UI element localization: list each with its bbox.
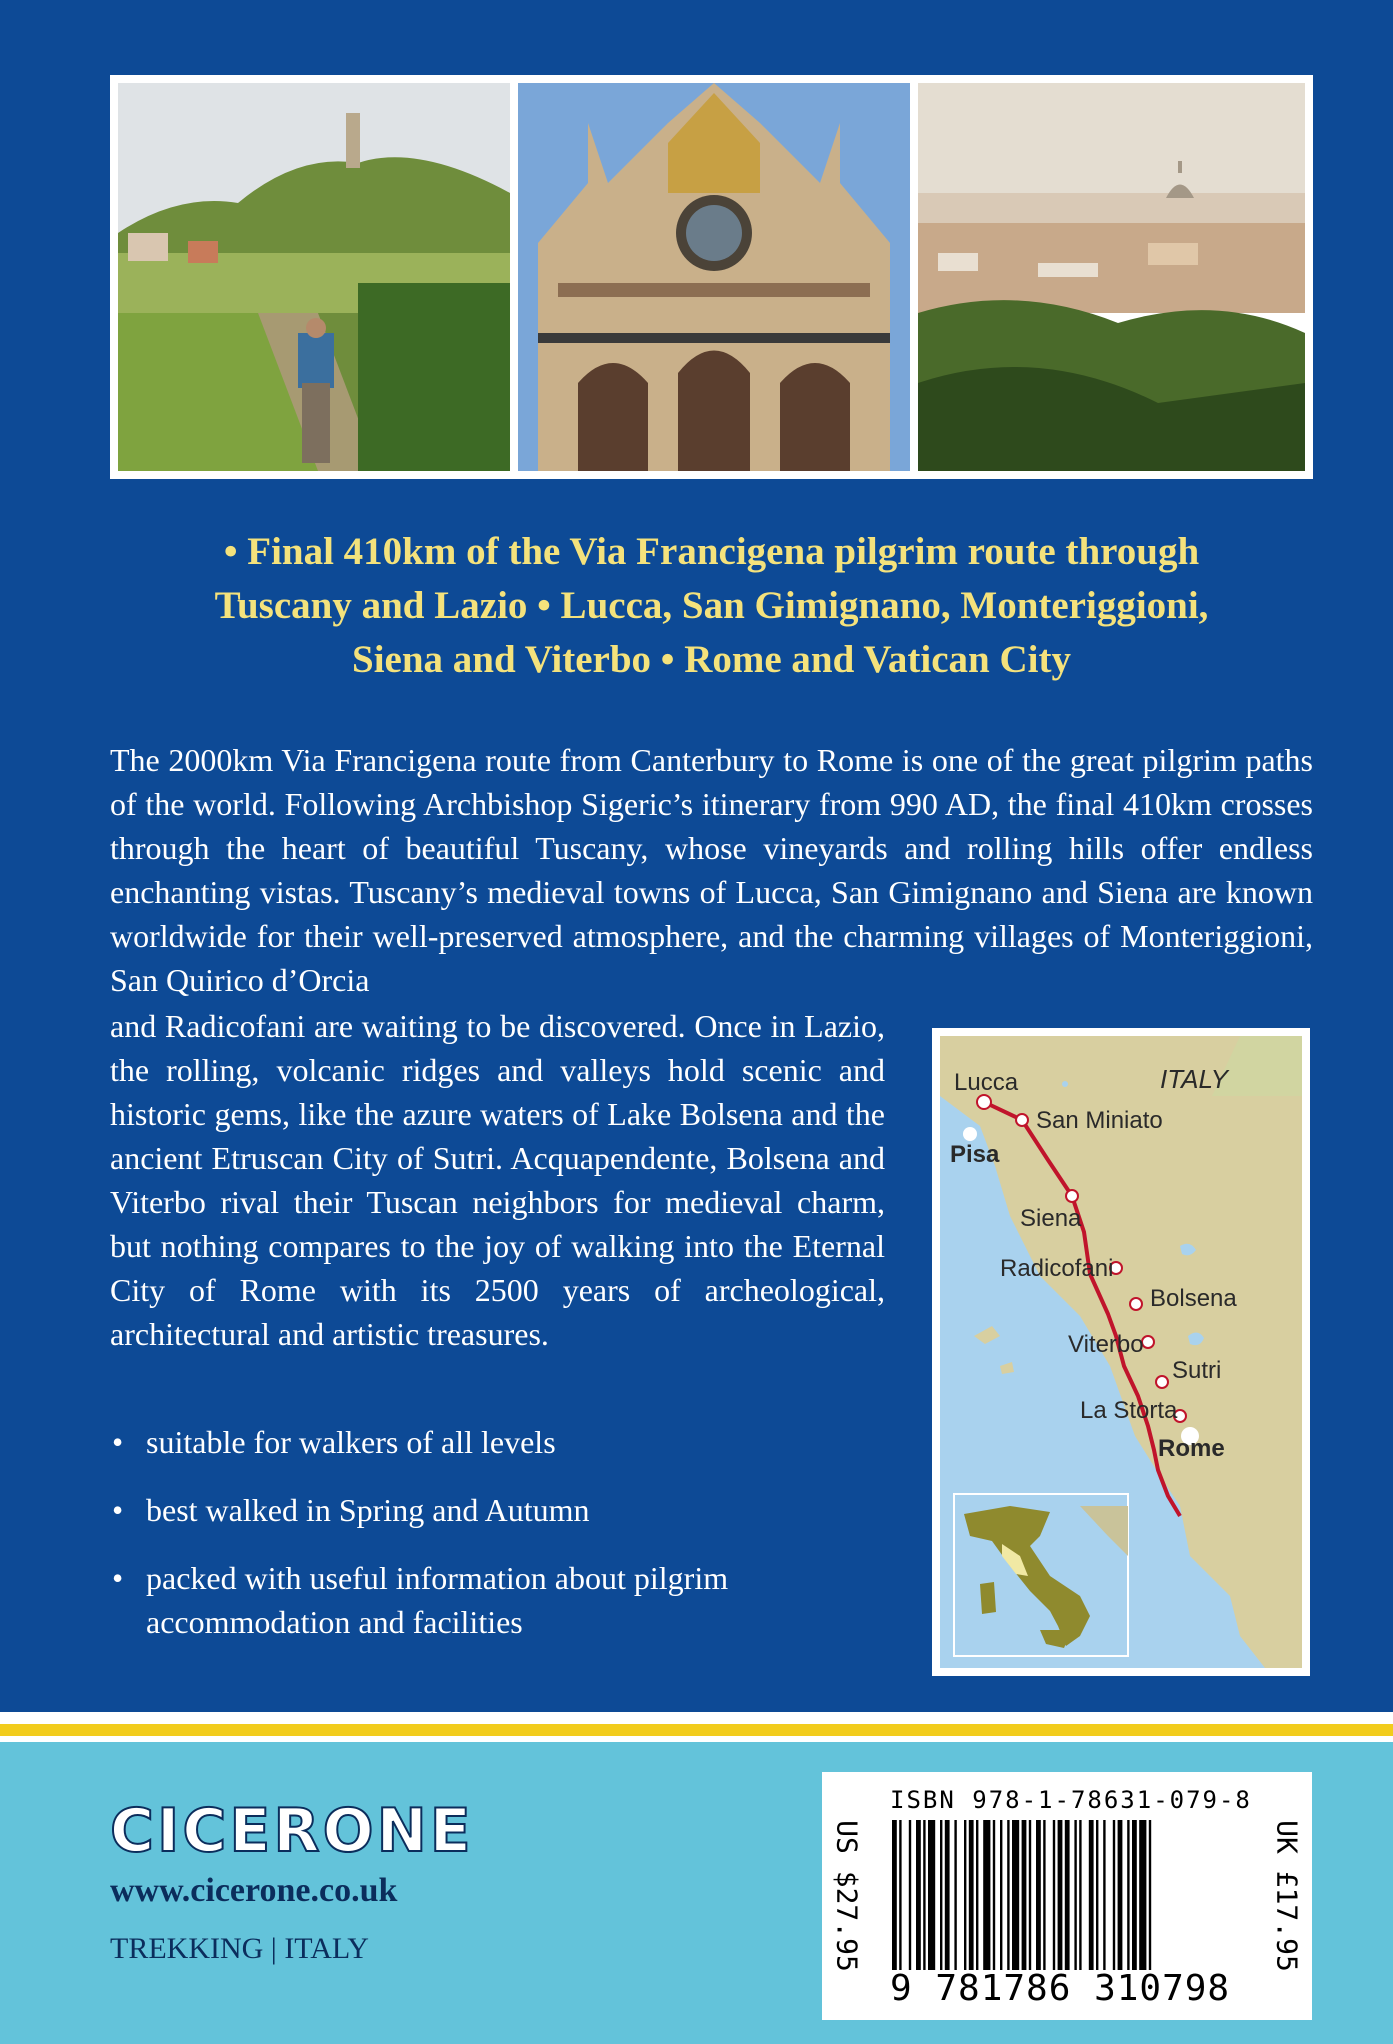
barcode-bar	[1058, 1820, 1063, 1970]
barcode-bar	[954, 1820, 956, 1970]
barcode-bar	[1132, 1820, 1137, 1970]
photo-hiker-tuscany	[118, 83, 510, 471]
map-label-la-storta: La Storta	[1080, 1397, 1178, 1424]
feature-list	[110, 1420, 885, 1668]
barcode-bar	[1022, 1820, 1027, 1970]
map-label-lucca: Lucca	[954, 1069, 1019, 1096]
barcode	[890, 1820, 1245, 1970]
barcode-bar	[923, 1820, 925, 1970]
price-uk: UK £17.95	[1270, 1820, 1304, 1972]
barcode-bar	[1012, 1820, 1019, 1970]
barcode-bar	[969, 1820, 974, 1970]
barcode-bar	[1036, 1820, 1041, 1970]
barcode-bar	[1053, 1820, 1055, 1970]
barcode-bar	[1079, 1820, 1081, 1970]
map-marker-siena	[1066, 1190, 1078, 1202]
map-label-rome: Rome	[1158, 1435, 1225, 1462]
route-map	[932, 1028, 1310, 1676]
map-label-viterbo: Viterbo	[1068, 1331, 1144, 1358]
barcode-bar	[1043, 1820, 1045, 1970]
barcode-bar	[1103, 1820, 1105, 1970]
map-marker-viterbo	[1142, 1336, 1154, 1348]
publisher-logo: CICERONE	[110, 1796, 474, 1866]
feature-item: • packed with useful information about pilgrim accommodation and facilities	[110, 1556, 885, 1644]
map-marker-bolsena	[1130, 1298, 1142, 1310]
publisher-website: www.cicerone.co.uk	[110, 1872, 398, 1909]
map-label-siena: Siena	[1020, 1205, 1082, 1232]
barcode-bar	[1074, 1820, 1076, 1970]
stripe-white	[0, 1712, 1393, 1724]
barcode-bar	[1118, 1820, 1123, 1970]
barcode-bar	[1149, 1820, 1151, 1970]
photo-siena-cathedral	[518, 83, 910, 471]
barcode-bar	[1065, 1820, 1070, 1970]
barcode-bar	[976, 1820, 978, 1970]
barcode-bar	[1127, 1820, 1129, 1970]
barcode-bar	[916, 1820, 921, 1970]
stripe-yellow	[0, 1724, 1393, 1736]
ean-digits: 9 781786 310798	[890, 1968, 1231, 2009]
intro-paragraph-wide: The 2000km Via Francigena route from Canterbury to Rome is one of the great pilgrim paths of the world. Following Archbishop Sigeric’s itinerary from 990 AD, the final 410km crosses through the heart of beautiful Tuscany, whose vineyards and rolling hills offer endless enchanting vistas. Tuscany’s medieval towns of Lucca, San Gimignano and Siena are known worldwide for their well-preserved atmosphere, and the charming villages of Monteriggioni, San Quirico d’Orcia	[110, 742, 1313, 998]
photo-strip	[110, 75, 1313, 479]
map-marker-san-miniato	[1016, 1114, 1028, 1126]
barcode-bar	[892, 1820, 897, 1970]
barcode-bar	[993, 1820, 995, 1970]
barcode-bar	[945, 1820, 950, 1970]
highlights-line-1: • Final 410km of the Via Francigena pilgrim route through	[223, 530, 1200, 573]
barcode-bar	[1096, 1820, 1098, 1970]
map-label-bolsena: Bolsena	[1150, 1285, 1237, 1312]
isbn-text: ISBN 978-1-78631-079-8	[890, 1786, 1252, 1814]
barcode-bar	[1000, 1820, 1002, 1970]
price-us: US $27.95	[830, 1820, 864, 1972]
barcode-bar	[1139, 1820, 1146, 1970]
map-label-radicofani: Radicofani	[1000, 1255, 1114, 1282]
barcode-bar	[1029, 1820, 1031, 1970]
map-label-san-miniato: San Miniato	[1036, 1107, 1163, 1134]
highlights-line-2: Tuscany and Lazio • Lucca, San Gimignano, Monteriggioni,	[214, 584, 1209, 627]
barcode-bar	[983, 1820, 990, 1970]
feature-item: • best walked in Spring and Autumn	[110, 1488, 885, 1532]
barcode-bar	[1007, 1820, 1009, 1970]
barcode-bar	[928, 1820, 935, 1970]
barcode-panel	[822, 1772, 1312, 2020]
book-category: TREKKING | ITALY	[110, 1932, 369, 1965]
feature-item: • suitable for walkers of all levels	[110, 1420, 885, 1464]
photo-rome-view	[918, 83, 1305, 471]
map-marker-lucca	[977, 1095, 991, 1109]
barcode-bar	[899, 1820, 901, 1970]
route-map-graphic	[940, 1036, 1302, 1668]
barcode-bar	[1089, 1820, 1094, 1970]
barcode-bar	[964, 1820, 966, 1970]
map-label-pisa: Pisa	[950, 1141, 1000, 1168]
barcode-bar	[940, 1820, 942, 1970]
map-marker-sutri	[1156, 1376, 1168, 1388]
map-label-sutri: Sutri	[1172, 1357, 1222, 1384]
intro-paragraph-narrow: and Radicofani are waiting to be discovered. Once in Lazio, the rolling, volcanic ridges and valleys hold scenic and historic gems, like the azure waters of Lake Bolsena and the ancient Etruscan City of Sutri. Acquapendente, Bolsena and Viterbo rival their Tuscan neighbors for medieval charm, but nothing compares to the joy of walking into the Eternal City of Rome with its 2500 years of archeological, architectural and artistic treasures.	[110, 1008, 885, 1352]
barcode-bar	[1113, 1820, 1115, 1970]
highlights	[110, 525, 1313, 687]
highlights-line-3: Siena and Viterbo • Rome and Vatican City	[352, 638, 1071, 681]
map-marker-pisa	[963, 1127, 977, 1141]
barcode-bar	[909, 1820, 911, 1970]
map-label-country: ITALY	[1160, 1064, 1228, 1094]
italy-inset-map	[954, 1494, 1128, 1656]
